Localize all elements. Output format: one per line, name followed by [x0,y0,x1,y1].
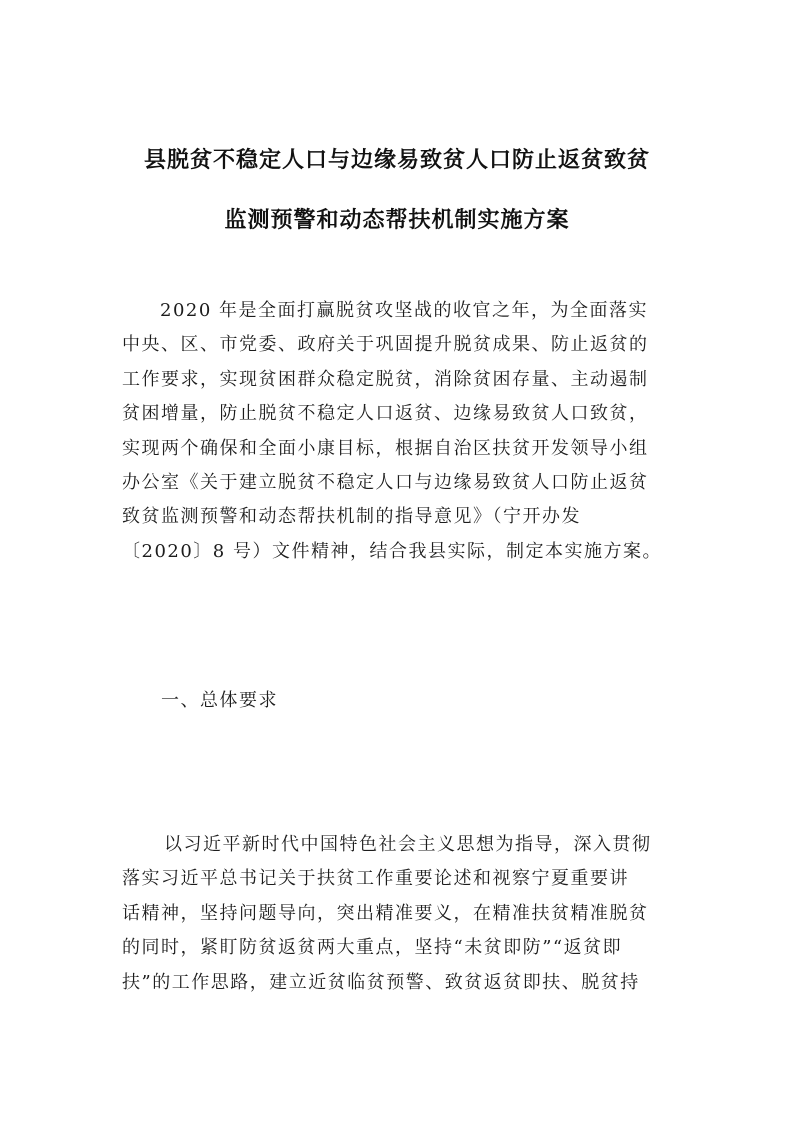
paragraph-line: 工作要求，实现贫困群众稳定脱贫，消除贫困存量、主动遏制 [122,368,649,390]
paragraph-line: 扶”的工作思路，建立近贫临贫预警、致贫返贫即扶、脱贫持 [122,971,640,993]
paragraph-line: 实现两个确保和全面小康目标，根据自治区扶贫开发领导小组 [122,437,649,459]
paragraph-line: 话精神，坚持问题导向，突出精准要义，在精准扶贫精准脱贫 [122,902,649,924]
section-heading: 一、总体要求 [161,690,278,711]
paragraph-line: 2020 年是全面打赢脱贫攻坚战的收官之年，为全面落实 [160,300,649,321]
document-title-line-1: 县脱贫不稳定人口与边缘易致贫人口防止返贫致贫 [143,148,650,173]
paragraph-line: 以习近平新时代中国特色社会主义思想为指导，深入贯彻 [164,834,652,855]
body-paragraph [122,828,682,1000]
paragraph-line: 中央、区、市党委、政府关于巩固提升脱贫成果、防止返贫的 [122,334,649,356]
paragraph-line: 办公室《关于建立脱贫不稳定人口与边缘易致贫人口防止返贫 [122,471,649,493]
paragraph-line: 的同时，紧盯防贫返贫两大重点，坚持“未贫即防”“返贫即 [122,937,623,959]
intro-paragraph [122,294,682,569]
paragraph-line: 贫困增量，防止脱贫不稳定人口返贫、边缘易致贫人口致贫， [122,403,649,425]
paragraph-line: 致贫监测预警和动态帮扶机制的指导意见》（宁开办发 [122,506,581,528]
document-title-line-2: 监测预警和动态帮扶机制实施方案 [224,208,570,233]
paragraph-line: 落实习近平总书记关于扶贫工作重要论述和视察宁夏重要讲 [122,868,629,890]
paragraph-line: 〔2020〕8 号）文件精神，结合我县实际，制定本实施方案。 [122,540,662,562]
